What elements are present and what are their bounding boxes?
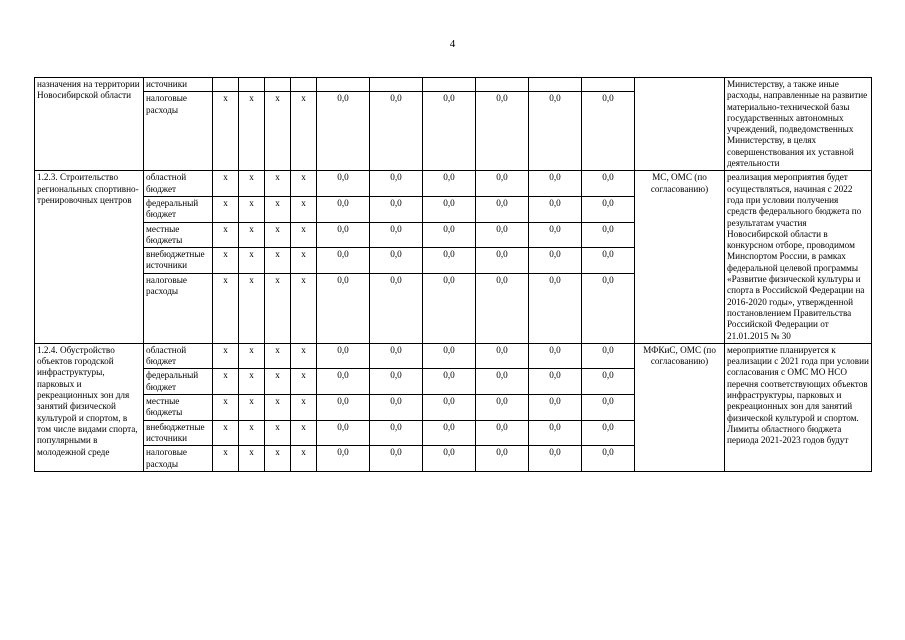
value-cell — [476, 78, 529, 92]
x-mark-cell: х — [291, 273, 317, 343]
x-mark-cell: х — [213, 446, 239, 472]
value-cell: 0,0 — [476, 343, 529, 369]
x-mark-cell — [265, 78, 291, 92]
executor-cell: МС, ОМС (по согласованию) — [635, 171, 725, 343]
value-cell: 0,0 — [529, 248, 582, 274]
value-cell: 0,0 — [370, 222, 423, 248]
funding-source: федеральный бюджет — [144, 196, 213, 222]
value-cell: 0,0 — [529, 369, 582, 395]
value-cell: 0,0 — [370, 343, 423, 369]
value-cell: 0,0 — [529, 343, 582, 369]
value-cell: 0,0 — [423, 369, 476, 395]
x-mark-cell: х — [291, 171, 317, 197]
value-cell: 0,0 — [582, 92, 635, 171]
value-cell: 0,0 — [582, 248, 635, 274]
value-cell: 0,0 — [476, 92, 529, 171]
x-mark-cell: х — [213, 395, 239, 421]
value-cell: 0,0 — [370, 171, 423, 197]
value-cell: 0,0 — [317, 92, 370, 171]
x-mark-cell: х — [291, 446, 317, 472]
x-mark-cell: х — [239, 171, 265, 197]
value-cell: 0,0 — [476, 395, 529, 421]
funding-source: налоговые расходы — [144, 273, 213, 343]
funding-source: областной бюджет — [144, 171, 213, 197]
x-mark-cell: х — [265, 369, 291, 395]
x-mark-cell: х — [239, 395, 265, 421]
x-mark-cell: х — [265, 196, 291, 222]
value-cell: 0,0 — [317, 222, 370, 248]
value-cell: 0,0 — [317, 446, 370, 472]
value-cell: 0,0 — [370, 420, 423, 446]
value-cell: 0,0 — [370, 248, 423, 274]
value-cell: 0,0 — [476, 273, 529, 343]
executor-cell: МФКиС, ОМС (по согласованию) — [635, 343, 725, 471]
x-mark-cell: х — [265, 446, 291, 472]
value-cell — [582, 78, 635, 92]
value-cell: 0,0 — [582, 420, 635, 446]
value-cell: 0,0 — [423, 222, 476, 248]
x-mark-cell: х — [239, 92, 265, 171]
x-mark-cell — [239, 78, 265, 92]
value-cell: 0,0 — [529, 196, 582, 222]
value-cell: 0,0 — [476, 248, 529, 274]
funding-source: налоговые расходы — [144, 92, 213, 171]
x-mark-cell: х — [291, 248, 317, 274]
value-cell: 0,0 — [423, 171, 476, 197]
funding-source: местные бюджеты — [144, 222, 213, 248]
value-cell: 0,0 — [582, 446, 635, 472]
x-mark-cell: х — [239, 420, 265, 446]
x-mark-cell: х — [239, 196, 265, 222]
x-mark-cell: х — [213, 369, 239, 395]
x-mark-cell: х — [291, 92, 317, 171]
x-mark-cell: х — [291, 222, 317, 248]
x-mark-cell — [291, 78, 317, 92]
activity-name: 1.2.3. Строительство региональных спортивно-тренировочных центров — [35, 171, 144, 343]
value-cell: 0,0 — [317, 248, 370, 274]
value-cell: 0,0 — [423, 196, 476, 222]
value-cell: 0,0 — [317, 420, 370, 446]
value-cell: 0,0 — [423, 395, 476, 421]
activity-name: назначения на территории Новосибирской области — [35, 78, 144, 171]
value-cell: 0,0 — [423, 248, 476, 274]
value-cell: 0,0 — [317, 196, 370, 222]
x-mark-cell: х — [265, 343, 291, 369]
activity-name: 1.2.4. Обустройство объектов городской инфраструктуры, парковых и рекреационных зон для занятий физической культурой и спортом, в том числе видами спорта, популярными в молодежной среде — [35, 343, 144, 471]
value-cell: 0,0 — [423, 92, 476, 171]
value-cell: 0,0 — [370, 446, 423, 472]
value-cell: 0,0 — [582, 196, 635, 222]
value-cell — [317, 78, 370, 92]
value-cell: 0,0 — [582, 369, 635, 395]
x-mark-cell: х — [265, 92, 291, 171]
x-mark-cell: х — [291, 343, 317, 369]
x-mark-cell: х — [213, 273, 239, 343]
x-mark-cell: х — [265, 222, 291, 248]
value-cell: 0,0 — [582, 273, 635, 343]
funding-source: налоговые расходы — [144, 446, 213, 472]
x-mark-cell: х — [239, 343, 265, 369]
x-mark-cell: х — [239, 248, 265, 274]
value-cell: 0,0 — [476, 222, 529, 248]
x-mark-cell: х — [213, 420, 239, 446]
note-cell: Министерству, а также иные расходы, направленные на развитие материально-технической базы государственных автономных учреждений, подведомственных Министерству, в целях совершенствования их уставной деятельности — [725, 78, 872, 171]
funding-source: внебюджетные источники — [144, 420, 213, 446]
value-cell: 0,0 — [476, 420, 529, 446]
x-mark-cell: х — [291, 369, 317, 395]
x-mark-cell: х — [213, 171, 239, 197]
value-cell: 0,0 — [582, 222, 635, 248]
value-cell: 0,0 — [370, 395, 423, 421]
value-cell: 0,0 — [529, 395, 582, 421]
x-mark-cell: х — [291, 196, 317, 222]
value-cell: 0,0 — [529, 420, 582, 446]
page-number: 4 — [449, 38, 456, 50]
funding-source: областной бюджет — [144, 343, 213, 369]
value-cell: 0,0 — [529, 222, 582, 248]
value-cell: 0,0 — [370, 92, 423, 171]
table-row — [35, 343, 872, 369]
value-cell: 0,0 — [529, 446, 582, 472]
x-mark-cell: х — [213, 248, 239, 274]
x-mark-cell: х — [265, 395, 291, 421]
value-cell: 0,0 — [582, 343, 635, 369]
executor-cell — [635, 78, 725, 171]
x-mark-cell: х — [291, 420, 317, 446]
funding-source: источники — [144, 78, 213, 92]
x-mark-cell: х — [213, 222, 239, 248]
value-cell: 0,0 — [317, 273, 370, 343]
x-mark-cell: х — [239, 273, 265, 343]
value-cell — [423, 78, 476, 92]
table-body — [35, 78, 872, 472]
x-mark-cell: х — [213, 343, 239, 369]
value-cell: 0,0 — [582, 171, 635, 197]
x-mark-cell: х — [265, 420, 291, 446]
note-cell: мероприятие планируется к реализации с 2021 года при условии согласования с ОМС МО НСО перечня соответствующих объектов инфраструктуры, парковых и рекреационных зон для занятий физической культурой и спортом. Лимиты областного бюджета периода 2021-2023 годов будут — [725, 343, 872, 471]
value-cell: 0,0 — [476, 171, 529, 197]
table-row — [35, 78, 872, 92]
value-cell: 0,0 — [317, 369, 370, 395]
value-cell — [370, 78, 423, 92]
value-cell: 0,0 — [370, 196, 423, 222]
x-mark-cell: х — [239, 222, 265, 248]
x-mark-cell: х — [265, 248, 291, 274]
funding-source: федеральный бюджет — [144, 369, 213, 395]
value-cell: 0,0 — [582, 395, 635, 421]
value-cell: 0,0 — [529, 273, 582, 343]
table-row — [35, 171, 872, 197]
x-mark-cell: х — [265, 171, 291, 197]
value-cell: 0,0 — [423, 273, 476, 343]
value-cell: 0,0 — [317, 343, 370, 369]
x-mark-cell: х — [265, 273, 291, 343]
value-cell: 0,0 — [529, 171, 582, 197]
value-cell: 0,0 — [529, 92, 582, 171]
value-cell: 0,0 — [317, 395, 370, 421]
value-cell: 0,0 — [370, 369, 423, 395]
value-cell: 0,0 — [317, 171, 370, 197]
funding-source: местные бюджеты — [144, 395, 213, 421]
value-cell — [529, 78, 582, 92]
x-mark-cell — [213, 78, 239, 92]
funding-source: внебюджетные источники — [144, 248, 213, 274]
value-cell: 0,0 — [423, 446, 476, 472]
x-mark-cell: х — [291, 395, 317, 421]
value-cell: 0,0 — [476, 369, 529, 395]
value-cell: 0,0 — [423, 343, 476, 369]
x-mark-cell: х — [213, 92, 239, 171]
value-cell: 0,0 — [476, 446, 529, 472]
program-table — [34, 77, 872, 472]
note-cell: реализация мероприятия будет осуществляться, начиная с 2022 года при условии получения средств федерального бюджета по результатам участия Новосибирской области в конкурсном отборе, проводимом Минспортом России, в рамках федеральной целевой программы «Развитие физической культуры и спорта в Российской Федерации на 2016-2020 годы», утвержденной постановлением Правительства Российской Федерации от 21.01.2015 № 30 — [725, 171, 872, 343]
x-mark-cell: х — [239, 446, 265, 472]
value-cell: 0,0 — [476, 196, 529, 222]
x-mark-cell: х — [213, 196, 239, 222]
value-cell: 0,0 — [423, 420, 476, 446]
value-cell: 0,0 — [370, 273, 423, 343]
x-mark-cell: х — [239, 369, 265, 395]
